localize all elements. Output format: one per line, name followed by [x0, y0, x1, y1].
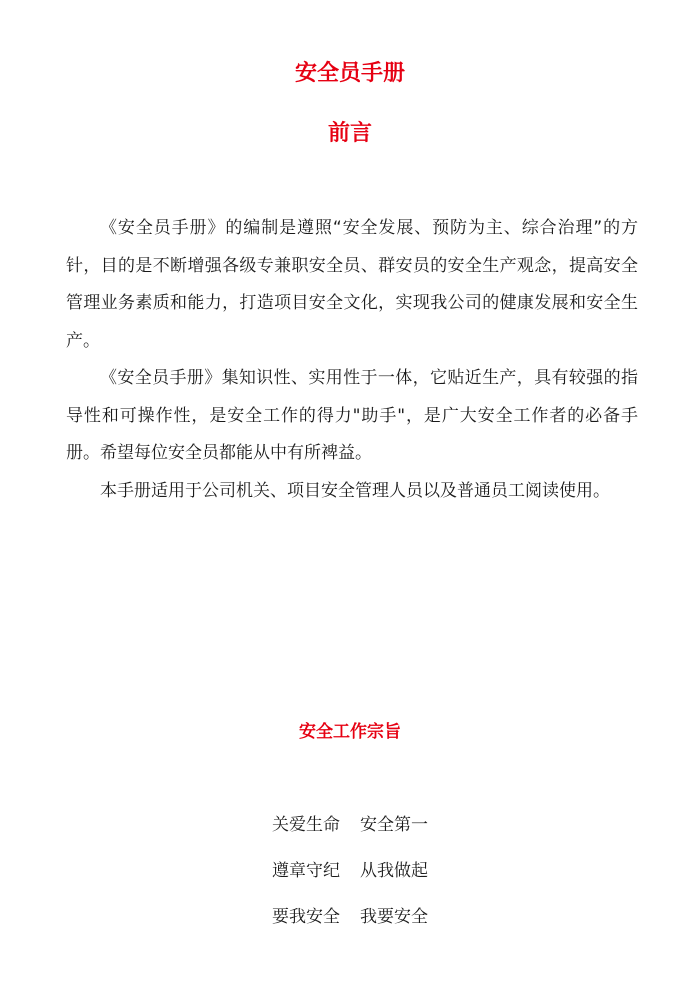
paragraph: 《安全员手册》集知识性、实用性于一体，它贴近生产，具有较强的指导性和可操作性，是安全工作的得力"助手"，是广大安全工作者的必备手册。希望每位安全员都能从中有所裨益。: [66, 368, 638, 463]
slogan-left: 关爱生命: [272, 815, 340, 835]
slogan-right: 安全第一: [360, 815, 428, 835]
paragraph: 本手册适用于公司机关、项目安全管理人员以及普通员工阅读使用。: [100, 480, 610, 501]
slogan-right: 我要安全: [360, 907, 428, 927]
slogan-left: 遵章守纪: [272, 861, 340, 881]
preface-body: [66, 210, 638, 510]
section-title: 安全工作宗旨: [299, 722, 401, 742]
slogan-list: [0, 810, 700, 948]
preface-heading: 前言: [327, 121, 372, 146]
slogan-line: [0, 856, 700, 902]
slogan-line: [0, 810, 700, 856]
paragraph: 《安全员手册》的编制是遵照“安全发展、预防为主、综合治理”的方针，目的是不断增强各级专兼职安全员、群安员的安全生产观念，提高安全管理业务素质和能力，打造项目安全文化，实现我公司的健康发展和安全生产。: [66, 218, 638, 351]
slogan-right: 从我做起: [360, 861, 428, 881]
document-title: 安全员手册: [294, 61, 405, 86]
slogan-left: 要我安全: [272, 907, 340, 927]
slogan-line: [0, 902, 700, 948]
